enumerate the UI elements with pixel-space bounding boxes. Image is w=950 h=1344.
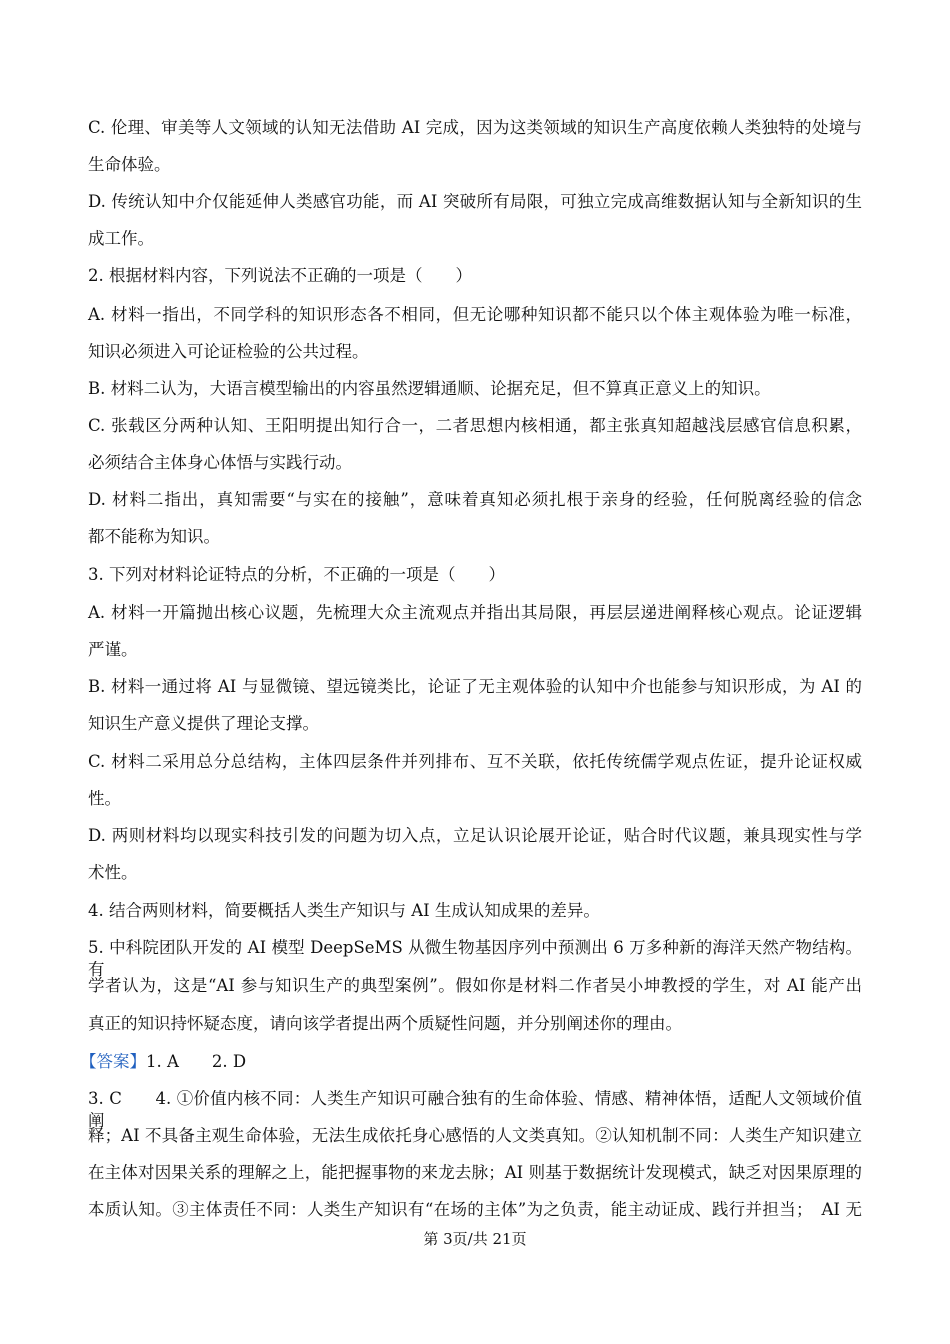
answer-first: 1. A 2. D	[146, 1052, 247, 1071]
q2-option-a-line-2: 知识必须进入可论证检验的公共过程。	[88, 342, 369, 361]
q2-option-d-line-1: D. 材料二指出，真知需要“与实在的接触”，意味着真知必须扎根于亲身的经验，任何脱离经验的信念	[88, 490, 862, 509]
q3-option-b-line-2: 知识生产意义提供了理论支撑。	[88, 714, 319, 733]
answer-header	[80, 1051, 246, 1073]
question-4-stem: 4. 结合两则材料，简要概括人类生产知识与 AI 生成认知成果的差异。	[88, 901, 600, 920]
answer-line-1: 3. C 4. ①价值内核不同：人类生产知识可融合独有的生命体验、情感、精神体悟，适配人文领域价值阐	[88, 1089, 862, 1130]
q3-option-d-line-1: D. 两则材料均以现实科技引发的问题为切入点，立足认识论展开论证，贴合时代议题，兼具现实性与学	[88, 826, 862, 845]
answer-label: 【答案】	[80, 1052, 146, 1071]
question-3-stem: 3. 下列对材料论证特点的分析，不正确的一项是（ ）	[88, 565, 505, 584]
answer-line-2: 释；AI 不具备主观生命体验，无法生成依托身心感悟的人文类真知。②认知机制不同：人类生产知识建立	[88, 1126, 862, 1145]
q3-option-c-line-1: C. 材料二采用总分总结构，主体四层条件并列排布、互不关联，依托传统儒学观点佐证，提升论证权威	[88, 752, 862, 771]
question-2-stem: 2. 根据材料内容，下列说法不正确的一项是（ ）	[88, 266, 472, 285]
q2-option-d-line-2: 都不能称为知识。	[88, 527, 220, 546]
q2-option-a-line-1: A. 材料一指出，不同学科的知识形态各不相同，但无论哪种知识都不能只以个体主观体验为唯一标准，	[88, 305, 862, 324]
page-number: 第 3页/共 21页	[423, 1230, 527, 1248]
q3-option-c-line-2: 性。	[88, 789, 121, 808]
q2-option-b: B. 材料二认为，大语言模型输出的内容虽然逻辑通顺、论据充足，但不算真正意义上的知识。	[88, 379, 771, 398]
option-c-line-1: C. 伦理、审美等人文领域的认知无法借助 AI 完成，因为这类领域的知识生产高度依赖人类独特的处境与	[88, 118, 862, 137]
option-c-line-2: 生命体验。	[88, 155, 171, 174]
q3-option-a-line-2: 严谨。	[88, 640, 138, 659]
q3-option-b-line-1: B. 材料一通过将 AI 与显微镜、望远镜类比，论证了无主观体验的认知中介也能参与知识形成，为 AI 的	[88, 677, 862, 696]
q3-option-a-line-1: A. 材料一开篇抛出核心议题，先梳理大众主流观点并指出其局限，再层层递进阐释核心观点。论证逻辑	[88, 603, 862, 622]
answer-line-4: 本质认知。③主体责任不同：人类生产知识有“在场的主体”为之负责，能主动证成、践行并担当； AI 无	[88, 1200, 862, 1219]
question-5-line-1: 5. 中科院团队开发的 AI 模型 DeepSeMS 从微生物基因序列中预测出 6 万多种新的海洋天然产物结构。有	[88, 938, 862, 979]
option-d-line-1: D. 传统认知中介仅能延伸人类感官功能，而 AI 突破所有局限，可独立完成高维数据认知与全新知识的生	[88, 192, 862, 211]
q3-option-d-line-2: 术性。	[88, 863, 138, 882]
q2-option-c-line-2: 必须结合主体身心体悟与实践行动。	[88, 453, 352, 472]
question-5-line-2: 学者认为，这是“AI 参与知识生产的典型案例”。假如你是材料二作者吴小坤教授的学生，对 AI 能产出	[88, 976, 862, 995]
question-5-line-3: 真正的知识持怀疑态度，请向该学者提出两个质疑性问题，并分别阐述你的理由。	[88, 1014, 682, 1033]
option-d-line-2: 成工作。	[88, 229, 154, 248]
q2-option-c-line-1: C. 张载区分两种认知、王阳明提出知行合一，二者思想内核相通，都主张真知超越浅层感官信息积累，	[88, 416, 862, 435]
answer-line-3: 在主体对因果关系的理解之上，能把握事物的来龙去脉；AI 则基于数据统计发现模式，缺乏对因果原理的	[88, 1163, 862, 1182]
